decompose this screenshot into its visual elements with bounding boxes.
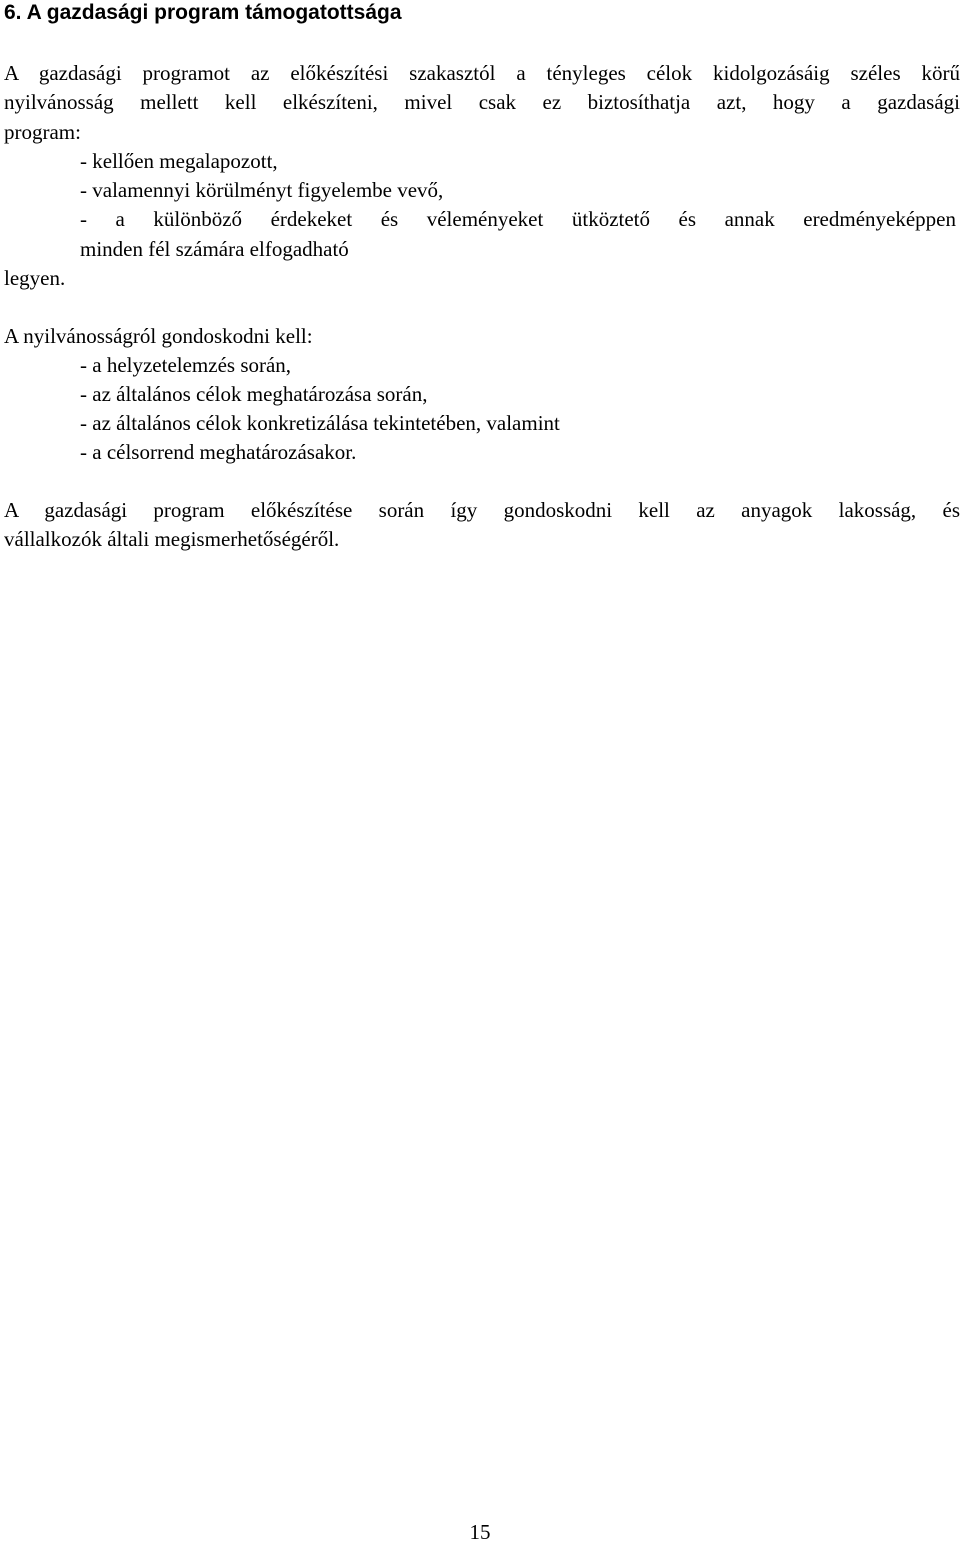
list-item: - a célsorrend meghatározásakor. [80,440,357,464]
list-item: - a különböző érdekeket és véleményeket ütköztető és annak eredményeképpen [80,207,956,231]
paragraph-1-tail: legyen. [4,266,66,290]
section-heading: 6. A gazdasági program támogatottsága [4,1,402,24]
list-item: - valamennyi körülményt figyelembe vevő, [80,178,444,202]
page-number: 15 [469,1520,491,1544]
list-item: - az általános célok meghatározása során, [80,382,428,406]
list-item: - az általános célok konkretizálása tekintetében, valamint [80,411,560,435]
list-item-continuation: minden fél számára elfogadható [80,237,349,261]
paragraph-1-line-3: program: [4,120,81,144]
paragraph-2-intro: A nyilvánosságról gondoskodni kell: [4,324,313,348]
paragraph-3-line-1: A gazdasági program előkészítése során így gondoskodni kell az anyagok lakosság, és [4,498,960,522]
list-item: - kellően megalapozott, [80,149,278,173]
paragraph-1-line-2: nyilvánosság mellett kell elkészíteni, mivel csak ez biztosíthatja azt, hogy a gazdasági [4,90,960,114]
paragraph-1-line-1: A gazdasági programot az előkészítési szakasztól a tényleges célok kidolgozásáig széles körű [4,61,960,85]
paragraph-3-line-2: vállalkozók általi megismerhetőségéről. [4,527,340,551]
list-item: - a helyzetelemzés során, [80,353,292,377]
